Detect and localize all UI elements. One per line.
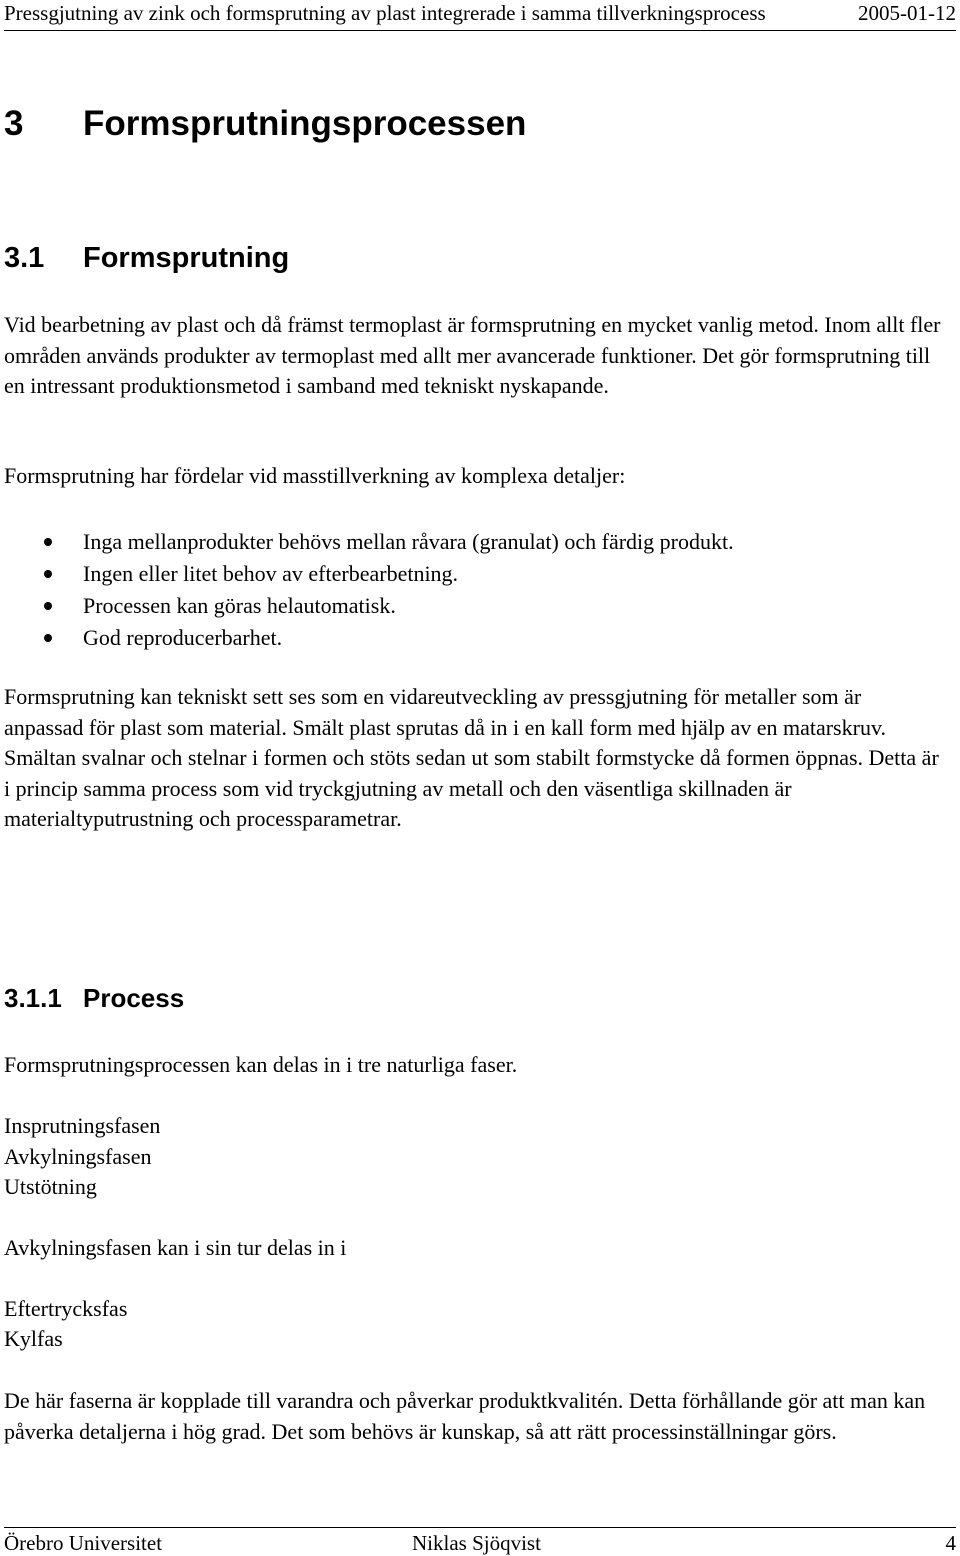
page-header [4, 0, 956, 31]
page-footer [4, 1527, 956, 1556]
closing-paragraph: De här faserna är kopplade till varandra och påverkar produktkvalitén. Detta förhållande gör att man kan påverka detaljerna i hög grad. Det som behövs är kunskap, så att rätt processinställningar görs. [4, 1388, 926, 1444]
bullet-icon [44, 602, 52, 610]
cooling-phase-item: Kylfas [4, 1326, 63, 1351]
subsection-number: 3.1.1 [4, 983, 62, 1013]
phase-item: Utstötning [4, 1174, 97, 1199]
bullet-icon [44, 634, 52, 642]
footer-university: Örebro Universitet [4, 1531, 163, 1555]
cooling-intro: Avkylningsfasen kan i sin tur delas in i [4, 1235, 347, 1260]
list-item: God reproducerbarhet. [0, 622, 734, 654]
bullet-icon [44, 538, 52, 546]
section-title: Formsprutning [83, 242, 290, 274]
footer-author: Niklas Sjöqvist [412, 1531, 541, 1555]
header-date: 2005-01-12 [858, 1, 956, 25]
phases-intro: Formsprutningsprocessen kan delas in i tre naturliga faser. [4, 1052, 518, 1077]
chapter-heading [4, 104, 526, 144]
section-heading [4, 242, 289, 275]
advantages-list [0, 526, 734, 654]
subsection-title: Process [83, 983, 185, 1013]
list-item: Inga mellanprodukter behövs mellan råvara (granulat) och färdig produkt. [0, 526, 734, 558]
section-number: 3.1 [4, 242, 45, 274]
advantages-intro: Formsprutning har fördelar vid masstillverkning av komplexa detaljer: [4, 463, 626, 488]
header-title: Pressgjutning av zink och formsprutning av plast integrerade i samma tillverkningsprocess [4, 1, 766, 25]
description-paragraph: Formsprutning kan tekniskt sett ses som en vidareutveckling av pressgjutning för metaller som är anpassad för plast som material. Smält plast sprutas då in i en kall form med hjälp av en matarskruv. Smältan svalnar och stelnar i formen och stöts sedan ut som stabilt formstycke då formen öppnas. Detta är i princip samma process som vid tryckgjutning av metall och den väsentliga skillnaden är materialtyputrustning och processparametrar. [4, 684, 939, 832]
phase-item: Avkylningsfasen [4, 1144, 152, 1169]
list-item: Processen kan göras helautomatisk. [0, 590, 734, 622]
subsection-heading [4, 983, 184, 1014]
chapter-number: 3 [4, 104, 24, 143]
list-item: Ingen eller litet behov av efterbearbetning. [0, 558, 734, 590]
phase-item: Insprutningsfasen [4, 1113, 161, 1138]
bullet-icon [44, 570, 52, 578]
intro-paragraph: Vid bearbetning av plast och då främst termoplast är formsprutning en mycket vanlig metod. Inom allt fler områden används produkter av termoplast med allt mer avancerade funktioner. Det gör formsprutning till en intressant produktionsmetod i samband med tekniskt nyskapande. [4, 312, 941, 399]
page-number: 4 [945, 1531, 956, 1555]
cooling-phase-item: Eftertrycksfas [4, 1296, 128, 1321]
chapter-title: Formsprutningsprocessen [83, 104, 527, 143]
